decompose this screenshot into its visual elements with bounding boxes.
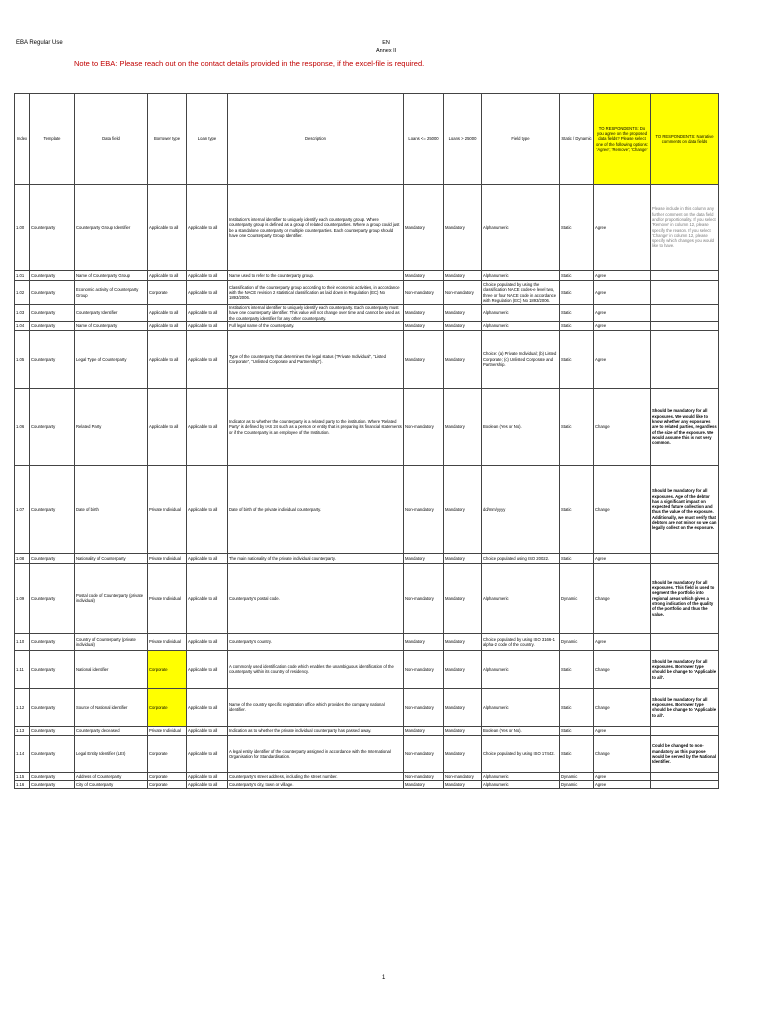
row-loans-gt: Mandatory: [444, 650, 482, 688]
row-field-type: Alphanumeric: [482, 185, 560, 271]
row-agree: Change: [594, 688, 651, 726]
table-row: [15, 465, 719, 553]
row-agree: Agree: [594, 330, 651, 388]
table-row: [15, 735, 719, 772]
row-borrower-type: Private Individual: [148, 726, 187, 735]
row-borrower-type: Private Individual: [148, 633, 187, 650]
row-agree: Change: [594, 388, 651, 465]
row-loans-le: Non-mandatory: [404, 688, 444, 726]
row-loans-le: Mandatory: [404, 633, 444, 650]
row-template: Counterparty: [30, 735, 75, 772]
row-borrower-type: Corporate: [148, 735, 187, 772]
row-index: 1.01: [15, 271, 30, 281]
row-agree: Agree: [594, 281, 651, 305]
row-loans-le: Non-mandatory: [404, 772, 444, 780]
row-data-field: City of Counterparty: [75, 780, 148, 788]
row-index: 1.06: [15, 388, 30, 465]
row-loans-gt: Mandatory: [444, 321, 482, 330]
row-loans-gt: Mandatory: [444, 271, 482, 281]
row-loans-gt: Mandatory: [444, 465, 482, 553]
row-loans-le: Non-mandatory: [404, 650, 444, 688]
row-loans-gt: Mandatory: [444, 780, 482, 788]
table-row: [15, 281, 719, 305]
row-data-field: Nationality of Counterparty: [75, 553, 148, 563]
row-static-dynamic: Static: [560, 330, 594, 388]
classification-label: EBA Regular Use: [16, 40, 63, 46]
row-static-dynamic: Static: [560, 650, 594, 688]
table-row: [15, 563, 719, 633]
page-number: 1: [382, 975, 386, 981]
row-loan-type: Applicable to all: [187, 281, 228, 305]
col-loans-le: Loans <= 25000: [404, 94, 444, 185]
row-static-dynamic: Static: [560, 553, 594, 563]
row-loan-type: Applicable to all: [187, 735, 228, 772]
col-description: Description: [228, 94, 404, 185]
row-loans-gt: Non-mandatory: [444, 772, 482, 780]
row-loans-le: Non-mandatory: [404, 465, 444, 553]
row-data-field: Address of Counterparty: [75, 772, 148, 780]
row-data-field: Legal Type of Counterparty: [75, 330, 148, 388]
row-loans-le: Mandatory: [404, 553, 444, 563]
row-borrower-type: Corporate: [148, 688, 187, 726]
row-field-type: Alphanumeric: [482, 780, 560, 788]
row-borrower-type: Applicable to all: [148, 330, 187, 388]
row-comment: [651, 281, 719, 305]
row-index: 1.14: [15, 735, 30, 772]
row-comment: [651, 726, 719, 735]
row-comment: [651, 633, 719, 650]
row-static-dynamic: Static: [560, 388, 594, 465]
row-loan-type: Applicable to all: [187, 388, 228, 465]
row-loan-type: Applicable to all: [187, 321, 228, 330]
row-agree: Agree: [594, 726, 651, 735]
row-comment: Should be mandatory for all exposures. We would like to know whether any exposures are to related parties, regardless of the size of the exposure. We would assume this is not very common.: [651, 388, 719, 465]
row-comment: [651, 271, 719, 281]
row-static-dynamic: Dynamic: [560, 772, 594, 780]
row-loan-type: Applicable to all: [187, 563, 228, 633]
row-agree: Change: [594, 735, 651, 772]
row-loans-gt: Mandatory: [444, 388, 482, 465]
row-loan-type: Applicable to all: [187, 688, 228, 726]
row-comment: [651, 330, 719, 388]
table-row: [15, 688, 719, 726]
row-loans-gt: Mandatory: [444, 330, 482, 388]
row-data-field: Postal code of Counterparty (private individual): [75, 563, 148, 633]
row-static-dynamic: Dynamic: [560, 780, 594, 788]
table-row: [15, 633, 719, 650]
row-description: A commonly used identification code which enables the unambiguous identification of the counterparty within its country of residency.: [228, 650, 404, 688]
row-loans-le: Mandatory: [404, 780, 444, 788]
col-static-dynamic: Static / Dynamic: [560, 94, 594, 185]
row-index: 1.16: [15, 780, 30, 788]
row-field-type: Boolean (Yes or No).: [482, 726, 560, 735]
row-data-field: Date of birth: [75, 465, 148, 553]
row-loans-le: Non-mandatory: [404, 281, 444, 305]
row-template: Counterparty: [30, 563, 75, 633]
col-template: Template: [30, 94, 75, 185]
row-field-type: Alphanumeric: [482, 271, 560, 281]
row-field-type: Choice: (a) Private Individual; (b) Listed Corporate; (c) Unlisted Corporate and Partnership.: [482, 330, 560, 388]
row-description: Institution's internal identifier to uniquely identify each counterparty group. Where counterparty group is defined as a group of related counterparties. Where a group could just be a standalone counterparty or multiple counterparties. Each counterparty group should have one Counterparty Group Identifier.: [228, 185, 404, 271]
row-template: Counterparty: [30, 465, 75, 553]
row-index: 1.13: [15, 726, 30, 735]
row-borrower-type: Applicable to all: [148, 388, 187, 465]
row-data-field: Source of National identifier: [75, 688, 148, 726]
row-loans-le: Non-mandatory: [404, 563, 444, 633]
row-borrower-type: Applicable to all: [148, 305, 187, 322]
row-description: Counterparty's street address, including the street number.: [228, 772, 404, 780]
row-data-field: Related Party: [75, 388, 148, 465]
row-field-type: Boolean (Yes or No).: [482, 388, 560, 465]
row-description: Full legal name of the counterparty.: [228, 321, 404, 330]
row-borrower-type: Corporate: [148, 780, 187, 788]
table-row: [15, 772, 719, 780]
language-code: EN: [382, 40, 390, 46]
row-data-field: Counterparty Identifier: [75, 305, 148, 322]
col-field-type: Field type: [482, 94, 560, 185]
row-loan-type: Applicable to all: [187, 330, 228, 388]
row-loans-le: Non-mandatory: [404, 735, 444, 772]
row-loan-type: Applicable to all: [187, 465, 228, 553]
row-loans-le: Mandatory: [404, 271, 444, 281]
row-data-field: Name of Counterparty Group: [75, 271, 148, 281]
row-agree: Agree: [594, 780, 651, 788]
table-row: [15, 330, 719, 388]
row-loans-gt: Mandatory: [444, 563, 482, 633]
row-template: Counterparty: [30, 688, 75, 726]
row-description: Institution's internal identifier to uniquely identify each counterparty. Each counterparty must have one counterparty identifier. This value will not change over time and cannot be used as the counterparty identifier for any other counterparty.: [228, 305, 404, 322]
row-index: 1.03: [15, 305, 30, 322]
row-loan-type: Applicable to all: [187, 305, 228, 322]
row-description: Date of birth of the private individual counterparty.: [228, 465, 404, 553]
row-comment: Should be mandatory for all exposures. Borrower type should be change to 'Applicable to all'.: [651, 688, 719, 726]
row-loans-le: Mandatory: [404, 321, 444, 330]
row-borrower-type: Corporate: [148, 650, 187, 688]
table-row: [15, 780, 719, 788]
note-to-eba: Note to EBA: Please reach out on the contact details provided in the response, if the excel-file is required.: [74, 59, 425, 68]
row-field-type: Alphanumeric: [482, 688, 560, 726]
table-row: [15, 185, 719, 271]
row-field-type: Alphanumeric: [482, 321, 560, 330]
row-agree: Agree: [594, 772, 651, 780]
row-loans-le: Mandatory: [404, 185, 444, 271]
table-header-row: [15, 94, 719, 185]
row-static-dynamic: Static: [560, 305, 594, 322]
row-field-type: Alphanumeric: [482, 563, 560, 633]
row-field-type: Choice populated by using the classification NACE codes-e level two, three or four NACE code in accordance with Regulation (EC) No 1893/2006.: [482, 281, 560, 305]
row-template: Counterparty: [30, 271, 75, 281]
row-loans-gt: Mandatory: [444, 735, 482, 772]
row-comment: [651, 780, 719, 788]
row-data-field: National identifier: [75, 650, 148, 688]
row-data-field: Name of Counterparty: [75, 321, 148, 330]
table-row: [15, 271, 719, 281]
row-index: 1.04: [15, 321, 30, 330]
row-field-type: Alphanumeric: [482, 772, 560, 780]
row-static-dynamic: Static: [560, 185, 594, 271]
row-agree: Agree: [594, 185, 651, 271]
row-comment: Please include in this column any further comment on the data field and/or proportionality. If you select 'Remove' in column 12, please specify the reason. If you select 'Change' in column 12, please specify which changes you would like to have.: [651, 185, 719, 271]
row-comment: [651, 553, 719, 563]
row-template: Counterparty: [30, 772, 75, 780]
row-description: Counterparty's postal code.: [228, 563, 404, 633]
row-loan-type: Applicable to all: [187, 633, 228, 650]
row-index: 1.11: [15, 650, 30, 688]
row-static-dynamic: Static: [560, 688, 594, 726]
row-loans-gt: Mandatory: [444, 553, 482, 563]
row-template: Counterparty: [30, 305, 75, 322]
row-description: A legal entity identifier of the counterparty assigned in accordance with the International Organisation for Standardisation.: [228, 735, 404, 772]
row-description: Name of the country specific registration office which provides the company national identifier.: [228, 688, 404, 726]
table-row: [15, 726, 719, 735]
row-borrower-type: Private Individual: [148, 563, 187, 633]
col-borrower-type: Borrower type: [148, 94, 187, 185]
row-data-field: Country of Counterparty (private individual): [75, 633, 148, 650]
row-field-type: dd/mm/yyyy: [482, 465, 560, 553]
row-agree: Agree: [594, 271, 651, 281]
row-comment: Should be mandatory for all exposures. Borrower type should be change to 'Applicable to all'.: [651, 650, 719, 688]
col-loan-type: Loan type: [187, 94, 228, 185]
col-loans-gt: Loans > 25000: [444, 94, 482, 185]
row-template: Counterparty: [30, 330, 75, 388]
row-loan-type: Applicable to all: [187, 650, 228, 688]
row-loans-le: Mandatory: [404, 305, 444, 322]
row-static-dynamic: Dynamic: [560, 633, 594, 650]
row-static-dynamic: Static: [560, 465, 594, 553]
row-template: Counterparty: [30, 650, 75, 688]
row-template: Counterparty: [30, 388, 75, 465]
row-agree: Change: [594, 563, 651, 633]
row-field-type: Alphanumeric: [482, 305, 560, 322]
row-description: Counterparty's country.: [228, 633, 404, 650]
row-template: Counterparty: [30, 321, 75, 330]
row-template: Counterparty: [30, 281, 75, 305]
row-agree: Change: [594, 650, 651, 688]
row-borrower-type: Corporate: [148, 772, 187, 780]
row-loans-gt: Mandatory: [444, 305, 482, 322]
table-row: [15, 650, 719, 688]
row-index: 1.00: [15, 185, 30, 271]
row-borrower-type: Private Individual: [148, 553, 187, 563]
row-loan-type: Applicable to all: [187, 772, 228, 780]
row-index: 1.09: [15, 563, 30, 633]
row-loans-gt: Mandatory: [444, 633, 482, 650]
row-borrower-type: Applicable to all: [148, 321, 187, 330]
row-loan-type: Applicable to all: [187, 271, 228, 281]
row-data-field: Economic activity of Counterparty Group: [75, 281, 148, 305]
row-loans-le: Non-mandatory: [404, 388, 444, 465]
row-description: Indication as to whether the private individual counterparty has passed away.: [228, 726, 404, 735]
row-template: Counterparty: [30, 780, 75, 788]
row-borrower-type: Applicable to all: [148, 271, 187, 281]
row-loan-type: Applicable to all: [187, 780, 228, 788]
row-index: 1.15: [15, 772, 30, 780]
row-borrower-type: Corporate: [148, 281, 187, 305]
row-index: 1.02: [15, 281, 30, 305]
table-row: [15, 305, 719, 322]
col-index: Index: [15, 94, 30, 185]
row-description: Classification of the counterparty group according to their economic activities, in accordance with the NACE revision 2 statistical classification as laid down in Regulation (EC) No 1893/2006.: [228, 281, 404, 305]
row-loans-gt: Mandatory: [444, 185, 482, 271]
annex-number: Annex II: [376, 48, 397, 54]
row-agree: Agree: [594, 553, 651, 563]
table-row: [15, 388, 719, 465]
table-row: [15, 553, 719, 563]
row-field-type: Choice populated using ISO 20022.: [482, 553, 560, 563]
row-comment: Could be changed to non-mandatory as this purpose would be served by the National Identifier.: [651, 735, 719, 772]
row-index: 1.10: [15, 633, 30, 650]
row-index: 1.12: [15, 688, 30, 726]
row-description: Type of the counterparty that determines the legal status ("Private Individual", "Listed Corporate", "Unlisted Corporate and Partnership").: [228, 330, 404, 388]
row-agree: Agree: [594, 305, 651, 322]
row-template: Counterparty: [30, 726, 75, 735]
row-data-field: Legal Entity Identifier (LEI): [75, 735, 148, 772]
row-static-dynamic: Static: [560, 271, 594, 281]
row-comment: [651, 305, 719, 322]
row-field-type: Choice populated by using ISO 17442.: [482, 735, 560, 772]
data-fields-table: [14, 93, 719, 789]
row-template: Counterparty: [30, 553, 75, 563]
row-loans-gt: Non-mandatory: [444, 281, 482, 305]
row-loans-gt: Mandatory: [444, 688, 482, 726]
row-static-dynamic: Static: [560, 321, 594, 330]
row-data-field: Counterparty Group Identifier: [75, 185, 148, 271]
row-data-field: Counterparty deceased: [75, 726, 148, 735]
row-loan-type: Applicable to all: [187, 726, 228, 735]
row-static-dynamic: Static: [560, 726, 594, 735]
row-description: Counterparty's city, town or village.: [228, 780, 404, 788]
row-borrower-type: Applicable to all: [148, 185, 187, 271]
row-loan-type: Applicable to all: [187, 185, 228, 271]
row-description: Indicator as to whether the counterparty is a related party to the institution. Where 'Related Party' is defined by IAS 24 such as a person or entity that is preparing its financial statements or if the Counterparty is an employee of the Institution.: [228, 388, 404, 465]
row-agree: Agree: [594, 321, 651, 330]
row-comment: [651, 321, 719, 330]
row-static-dynamic: Static: [560, 735, 594, 772]
col-data-field: Data field: [75, 94, 148, 185]
row-template: Counterparty: [30, 633, 75, 650]
row-description: The main nationality of the private individual counterparty.: [228, 553, 404, 563]
row-static-dynamic: Dynamic: [560, 563, 594, 633]
row-field-type: Choice populated by using ISO 3166-1 alpha-2 code of the country.: [482, 633, 560, 650]
row-loans-le: Mandatory: [404, 330, 444, 388]
row-agree: Agree: [594, 633, 651, 650]
row-borrower-type: Private Individual: [148, 465, 187, 553]
col-respondents-agree: TO RESPONDENTS: Do you agree on the proposed data fields? Please select one of the following options: 'Agree'; 'Remove'; 'Change': [594, 94, 651, 185]
row-loan-type: Applicable to all: [187, 553, 228, 563]
row-loans-gt: Mandatory: [444, 726, 482, 735]
row-index: 1.07: [15, 465, 30, 553]
row-comment: Should be mandatory for all exposures. This field is used to segment the portfolio into regional areas which gives a strong indication of the quality of the portfolio and thus the value.: [651, 563, 719, 633]
col-respondents-comments: TO RESPONDENTS: Narrative comments on data fields: [651, 94, 719, 185]
annex-label: [376, 39, 396, 55]
row-static-dynamic: Static: [560, 281, 594, 305]
table-row: [15, 321, 719, 330]
row-template: Counterparty: [30, 185, 75, 271]
row-index: 1.08: [15, 553, 30, 563]
row-description: Name used to refer to the counterparty group.: [228, 271, 404, 281]
row-loans-le: Mandatory: [404, 726, 444, 735]
row-field-type: Alphanumeric: [482, 650, 560, 688]
row-comment: Should be mandatory for all exposures. Age of the debtor has a significant impact on expected future collection and thus the value of the exposure. Additionally, we must verify that debtors are not minor so we can legally collect on the exposure.: [651, 465, 719, 553]
row-comment: [651, 772, 719, 780]
row-index: 1.05: [15, 330, 30, 388]
row-agree: Change: [594, 465, 651, 553]
